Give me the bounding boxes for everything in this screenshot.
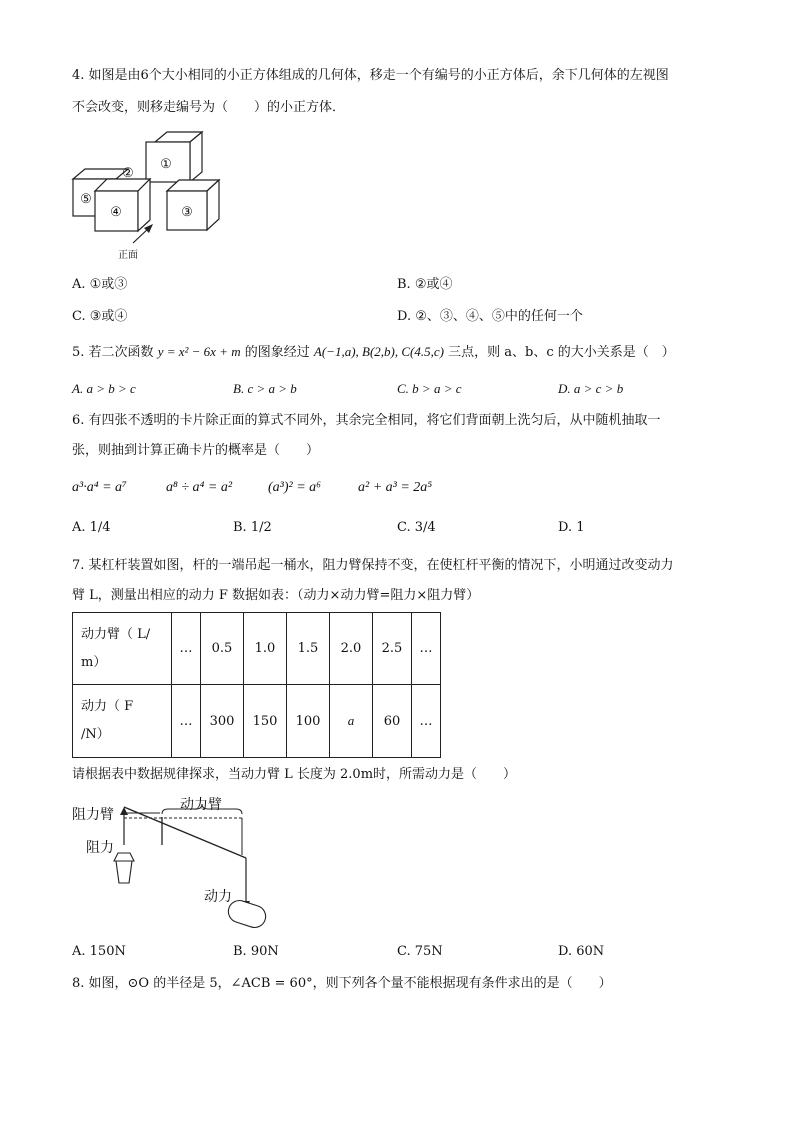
table-cell: … <box>172 613 201 685</box>
q7-option-b: B. 90N <box>233 944 279 959</box>
q5-tail: 三点，则 a、b、c 的大小关系是（ ） <box>448 345 675 360</box>
table-cell: 100 <box>287 685 330 758</box>
lever-bar <box>124 807 246 858</box>
q7-question: 请根据表中数据规律探求，当动力臂 L 长度为 2.0m时，所需动力是（ ） <box>72 767 517 782</box>
q7-option-a: A. 150N <box>72 944 126 959</box>
q4-stem-line2: 不会改变，则移走编号为（ ）的小正方体． <box>72 100 346 115</box>
label-effort: 动力 <box>204 889 232 905</box>
table-cell: … <box>412 613 441 685</box>
bucket-body <box>116 861 132 883</box>
q4-option-c: C. ③或④ <box>72 309 128 324</box>
table-cell: … <box>412 685 441 758</box>
cube-label-2: ② <box>122 166 134 181</box>
cube-5-top <box>73 169 128 179</box>
q4-option-a: A. ①或③ <box>72 277 128 292</box>
q5-option-d: D. a > c > b <box>558 381 624 396</box>
q6-card-2: a⁸ ÷ a⁴ = a² <box>166 480 233 495</box>
q5-function: y = x² − 6x + m <box>157 344 241 359</box>
q5-points: A(−1,a), B(2,b), C(4.5,c) <box>313 344 444 359</box>
table-cell: 300 <box>201 685 244 758</box>
q6-option-a: A. 1/4 <box>72 520 111 535</box>
label-effort-arm: 动力臂 <box>180 797 222 813</box>
table-row-arm <box>73 613 441 685</box>
table-row-force <box>73 685 441 758</box>
table-cell: 2.5 <box>373 613 412 685</box>
bucket-top <box>114 853 134 861</box>
q5-option-b: B. c > a > b <box>233 381 297 396</box>
q6-stem-line1: 6. 有四张不透明的卡片除正面的算式不同外，其余完全相同，将它们背面朝上洗匀后，从中随机抽取一 <box>72 413 661 428</box>
q6-card-1: a³·a⁴ = a⁷ <box>72 480 127 495</box>
q6-option-c: C. 3/4 <box>397 520 436 535</box>
q6-option-b: B. 1/2 <box>233 520 272 535</box>
q4-option-b: B. ②或④ <box>397 277 453 292</box>
q6-card-4: a² + a³ = 2a⁵ <box>358 480 433 495</box>
row-header-arm: 动力臂（ L/ m） <box>73 613 172 685</box>
q4-option-d: D. ②、③、④、⑤中的任何一个 <box>397 309 583 324</box>
q7-stem-line2: 臂 L，测量出相应的动力 F 数据如表：（动力×动力臂=阻力×阻力臂） <box>72 588 480 603</box>
cube-label-3: ③ <box>181 205 193 220</box>
front-label: 正面 <box>118 250 138 261</box>
table-cell: 0.5 <box>201 613 244 685</box>
q7-stem-line1: 7. 某杠杆装置如图，杆的一端吊起一桶水，阻力臂保持不变，在使杠杆平衡的情况下，小明通过改变动力 <box>72 558 674 573</box>
table-cell: 60 <box>373 685 412 758</box>
table-cell: 1.5 <box>287 613 330 685</box>
table-cell: 2.0 <box>330 613 373 685</box>
q7-lever-figure <box>70 795 280 935</box>
cube-label-4: ④ <box>110 205 122 220</box>
table-cell: … <box>172 685 201 758</box>
q5-option-c: C. b > a > c <box>397 381 462 396</box>
table-cell: a <box>330 685 373 758</box>
q5-option-a: A. a > b > c <box>72 381 136 396</box>
q7-option-c: C. 75N <box>397 944 443 959</box>
q5-mid: 的图象经过 <box>244 345 310 360</box>
label-resistance-arm: 阻力臂 <box>72 807 114 823</box>
q5-intro: 5. 若二次函数 <box>72 345 154 360</box>
q5-stem <box>72 343 675 362</box>
q7-data-table <box>72 612 441 758</box>
table-cell: 1.0 <box>244 613 287 685</box>
q8-stem: 8. 如图，⊙O 的半径是 5，∠ACB = 60°，则下列各个量不能根据现有条件求出的是（ ） <box>72 976 612 991</box>
q6-stem-line2: 张，则抽到计算正确卡片的概率是（ ） <box>72 443 320 458</box>
q4-stem-line1: 4. 如图是由6个大小相同的小正方体组成的几何体，移走一个有编号的小正方体后，余下几何体的左视图 <box>72 68 669 83</box>
q6-option-d: D. 1 <box>558 520 585 535</box>
row-header-force: 动力（ F /N） <box>73 685 172 758</box>
cube-label-5: ⑤ <box>80 192 92 207</box>
label-resistance: 阻力 <box>86 840 114 856</box>
q6-card-3: (a³)² = a⁶ <box>268 480 322 495</box>
q7-option-d: D. 60N <box>558 944 605 959</box>
table-cell: 150 <box>244 685 287 758</box>
cube-label-1: ① <box>160 157 172 172</box>
q4-cube-figure <box>70 128 230 263</box>
